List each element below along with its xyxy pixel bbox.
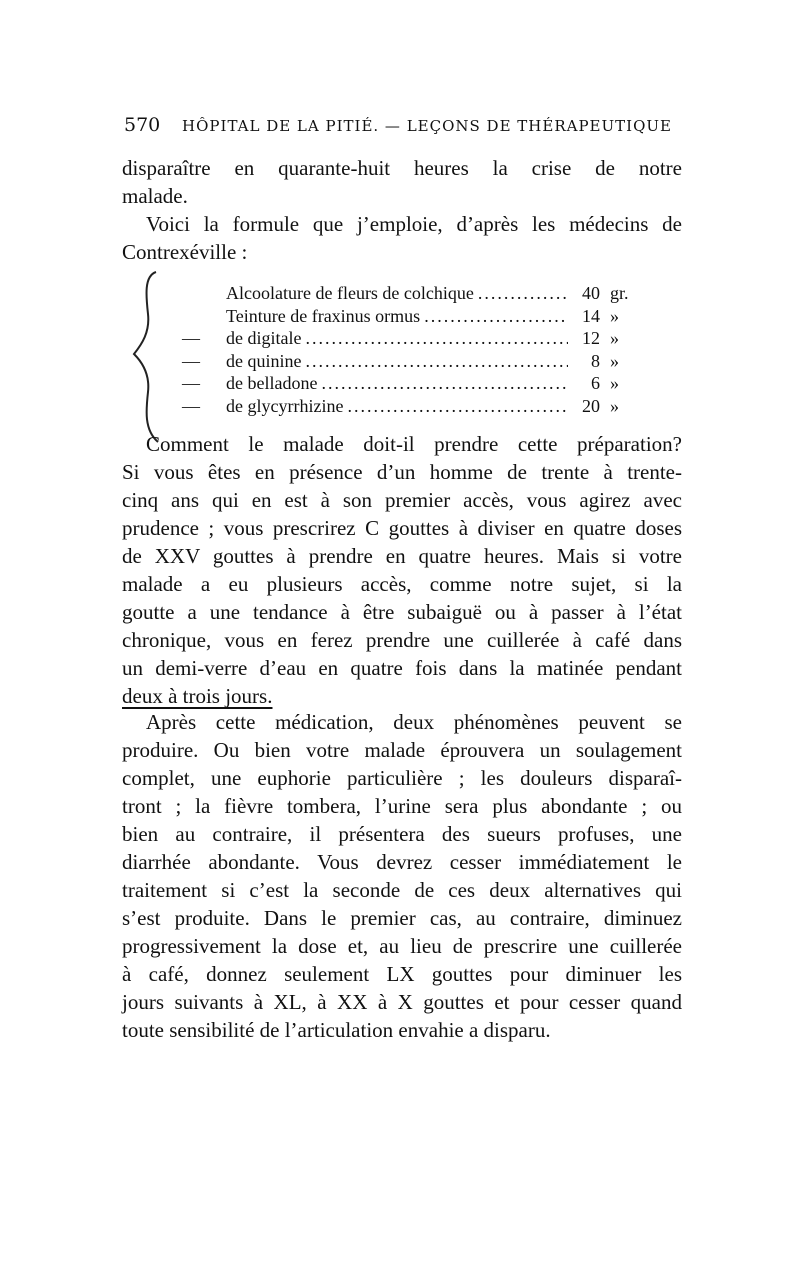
text-line: deux à trois jours. — [122, 684, 273, 708]
text-line: de XXV gouttes à prendre en quatre heures. Mais si votre — [122, 544, 682, 568]
unit: gr. — [610, 283, 629, 303]
text-line: diarrhée abondante. Vous devrez cesser immédiatement le — [122, 850, 682, 874]
ingredient: de digitale — [226, 328, 302, 348]
ingredient: de belladone — [226, 373, 318, 393]
ingredient: Alcoolature de fleurs de colchique — [226, 283, 474, 303]
text-line: progressivement la dose et, au lieu de prescrire une cuillerée — [122, 934, 682, 958]
ingredient: de glycyrrhizine — [226, 395, 344, 416]
paragraph-2 — [122, 210, 682, 266]
page-number: 570 — [124, 114, 161, 136]
formula-row — [182, 372, 642, 395]
ditto-dash: — — [182, 373, 200, 393]
quantity: 12 — [582, 328, 600, 348]
text-line: Contrexéville : — [122, 240, 248, 264]
quantity: 20 — [582, 395, 600, 416]
text-line: tront ; la fièvre tombera, l’urine sera plus abondante ; ou — [122, 794, 682, 818]
ditto-dash: — — [182, 395, 200, 416]
formula-row — [182, 327, 642, 350]
ditto-dash: — — [182, 350, 200, 371]
recipe-formula — [182, 282, 642, 417]
text-line: s’est produite. Dans le premier cas, au contraire, diminuez — [122, 906, 682, 930]
text-line: bien au contraire, il présentera des sueurs profuses, une — [122, 822, 682, 846]
leader-dots — [305, 327, 568, 350]
paragraph-4 — [122, 708, 682, 1044]
handwritten-brace-mark — [128, 266, 168, 446]
text-line: un demi-verre d’eau en quatre fois dans la matinée pendant — [122, 656, 682, 680]
text-line: complet, une euphorie particulière ; les douleurs disparaî- — [122, 766, 682, 790]
unit: » — [610, 328, 619, 348]
text-line: Comment le malade doit-il prendre cette préparation? — [146, 432, 682, 456]
quantity: 40 — [582, 283, 600, 303]
text-line: Voici la formule que j’emploie, d’après les médecins de — [146, 212, 682, 236]
leader-dots — [478, 282, 568, 305]
paragraph-3 — [122, 430, 682, 710]
text-line: cinq ans qui en est à son premier accès, vous agirez avec — [122, 488, 682, 512]
leader-dots — [321, 372, 568, 395]
running-title: HÔPITAL DE LA PITIÉ. — LEÇONS DE THÉRAPEUTIQUE — [182, 117, 672, 135]
text-line: chronique, vous en ferez prendre une cuillerée à café dans — [122, 628, 682, 652]
text-line: produire. Ou bien votre malade éprouvera un soulagement — [122, 738, 682, 762]
formula-row — [182, 350, 642, 373]
paragraph-1 — [122, 154, 682, 210]
formula-row — [182, 395, 642, 418]
ingredient: de quinine — [226, 350, 302, 371]
leader-dots — [305, 350, 568, 373]
quantity: 8 — [591, 350, 600, 371]
text-line: à café, donnez seulement LX gouttes pour diminuer les — [122, 962, 682, 986]
text-line: jours suivants à XL, à XX à X gouttes et pour cesser quand — [122, 990, 682, 1014]
text-line: goutte a une tendance à être subaiguë ou à passer à l’état — [122, 600, 682, 624]
formula-row — [182, 282, 642, 305]
text-line: prudence ; vous prescrirez C gouttes à diviser en quatre doses — [122, 516, 682, 540]
unit: » — [610, 350, 619, 371]
unit: » — [610, 395, 619, 416]
text-line: malade. — [122, 184, 188, 208]
text-line: disparaître en quarante-huit heures la crise de notre — [122, 156, 682, 180]
leader-dots — [424, 305, 568, 328]
quantity: 14 — [582, 305, 600, 326]
leader-dots — [347, 395, 568, 418]
text-line: traitement si c’est la seconde de ces deux alternatives qui — [122, 878, 682, 902]
unit: » — [610, 305, 619, 326]
ditto-dash: — — [182, 328, 200, 348]
formula-row — [182, 305, 642, 328]
text-line: Après cette médication, deux phénomènes peuvent se — [146, 710, 682, 734]
unit: » — [610, 373, 619, 393]
running-header — [124, 114, 672, 136]
ingredient: Teinture de fraxinus ormus — [226, 305, 421, 326]
text-line: malade a eu plusieurs accès, comme notre sujet, si la — [122, 572, 682, 596]
quantity: 6 — [591, 373, 600, 393]
text-line: toute sensibilité de l’articulation envahie a disparu. — [122, 1018, 551, 1042]
text-line: Si vous êtes en présence d’un homme de trente à trente- — [122, 460, 682, 484]
